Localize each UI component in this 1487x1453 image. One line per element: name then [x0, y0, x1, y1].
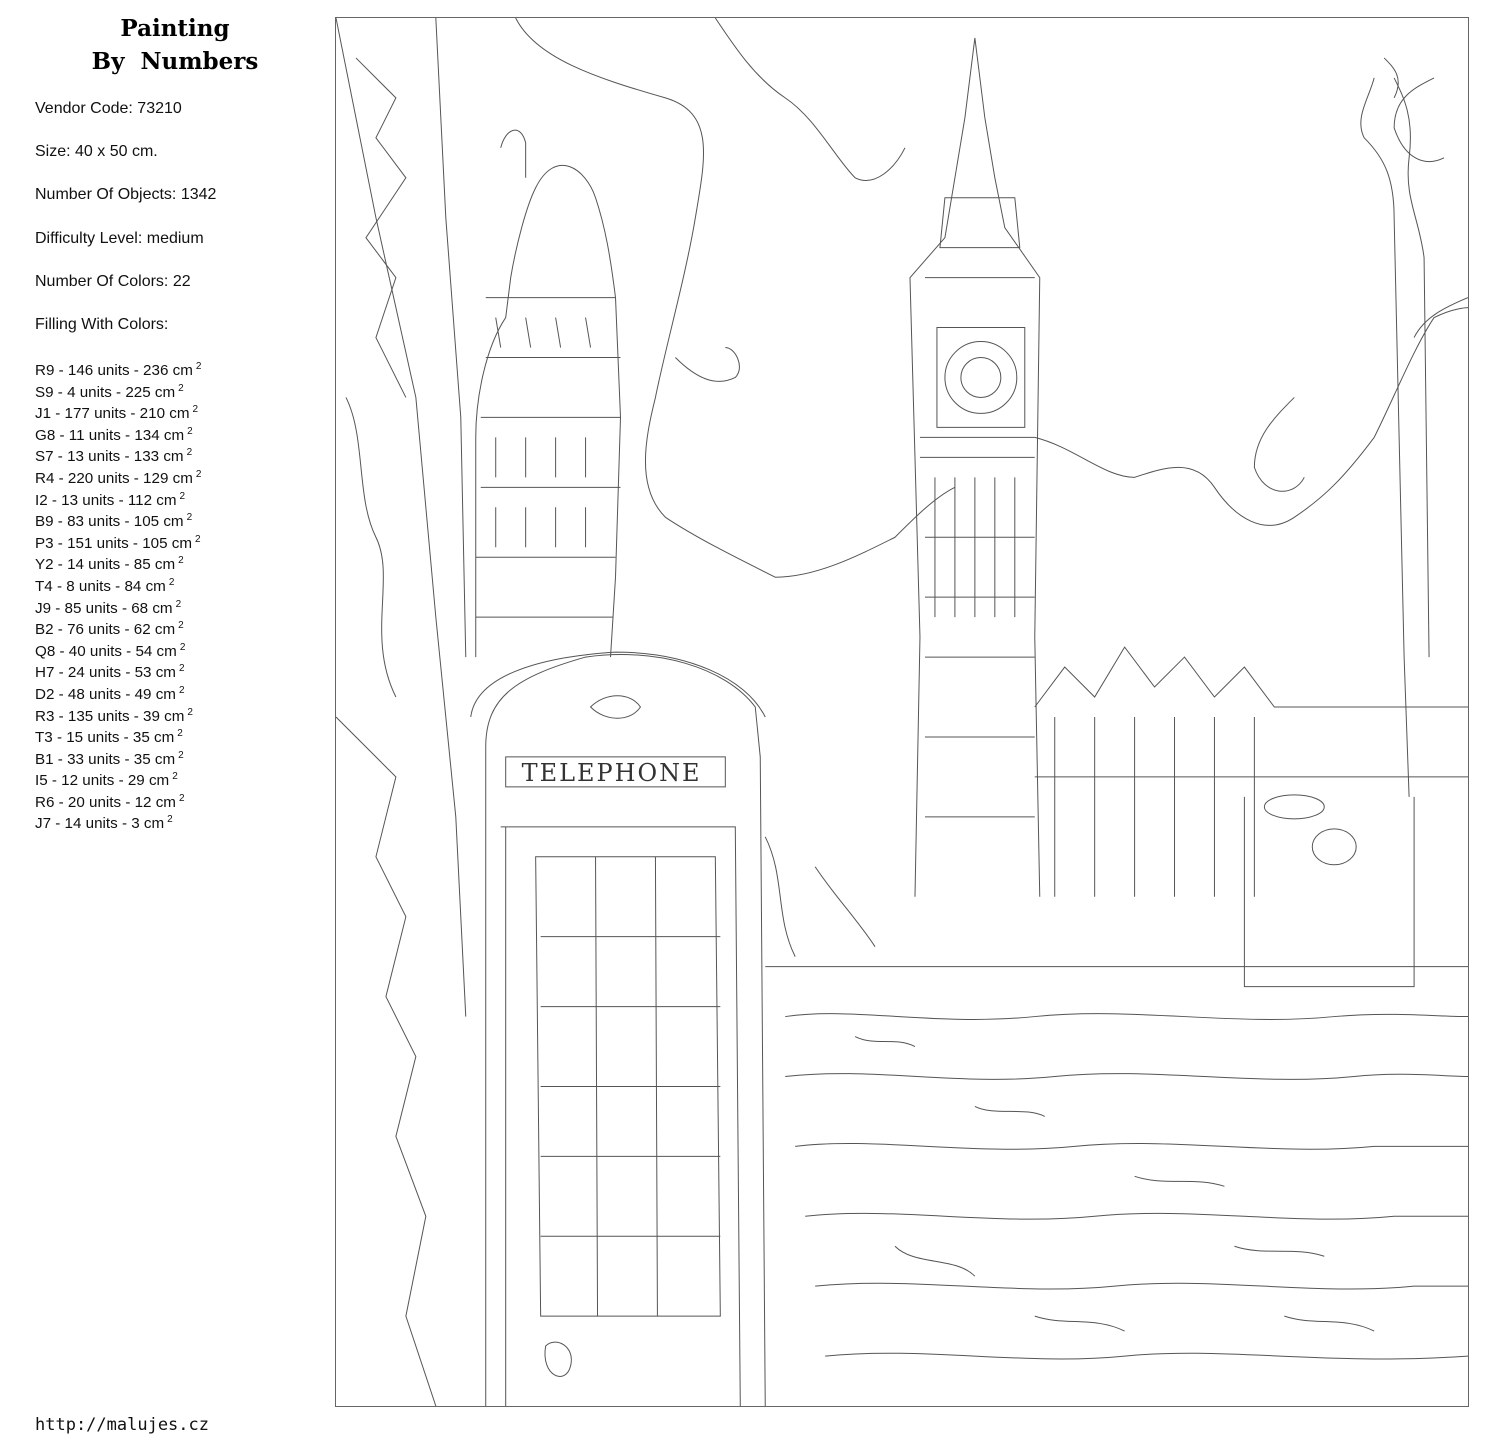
unit-superscript: 2: [195, 361, 202, 372]
color-entry-text: J9 - 85 units - 68 cm: [35, 599, 173, 617]
color-entry: [35, 788, 201, 810]
color-entry-text: R4 - 220 units - 129 cm: [35, 469, 193, 487]
color-entry-text: P3 - 151 units - 105 cm: [35, 534, 193, 552]
unit-superscript: 2: [167, 814, 173, 826]
filling-heading: Filling With Colors:: [35, 315, 169, 333]
colors-count-info: Number Of Colors: 22: [35, 272, 191, 290]
color-entry-text: R9 - 146 units - 236 cm: [35, 362, 193, 379]
unit-superscript: 2: [168, 576, 175, 588]
color-entry-text: T4 - 8 units - 84 cm: [35, 577, 166, 595]
unit-superscript: 2: [186, 447, 193, 459]
color-entry: [35, 421, 201, 443]
color-entry: [35, 550, 201, 572]
color-entry-text: D2 - 48 units - 49 cm: [35, 685, 176, 703]
unit-superscript: 2: [172, 771, 178, 783]
color-entry-text: J7 - 14 units - 3 cm: [35, 815, 165, 833]
telephone-sign-text: TELEPHONE: [521, 758, 702, 787]
color-entry: [35, 702, 201, 724]
color-entry: [35, 809, 201, 831]
color-entry-text: B1 - 33 units - 35 cm: [35, 750, 176, 768]
unit-superscript: 2: [175, 598, 182, 610]
color-entry: [35, 378, 201, 400]
difficulty-info: Difficulty Level: medium: [35, 229, 204, 247]
color-entry: [35, 507, 201, 529]
color-entry: [35, 572, 201, 594]
website-link[interactable]: http://malujes.cz: [35, 1415, 209, 1435]
unit-superscript: 2: [187, 706, 193, 718]
color-entry: [35, 745, 201, 767]
color-entry-text: R6 - 20 units - 12 cm: [35, 793, 176, 811]
color-entry: [35, 594, 201, 616]
unit-superscript: 2: [195, 468, 202, 480]
color-entry: [35, 615, 201, 637]
unit-superscript: 2: [178, 382, 184, 394]
color-entry-text: Q8 - 40 units - 54 cm: [35, 642, 177, 660]
title-line-1: Painting: [120, 15, 230, 42]
unit-superscript: 2: [178, 792, 185, 804]
objects-info: Number Of Objects: 1342: [35, 186, 217, 204]
color-entry: [35, 766, 201, 788]
unit-superscript: 2: [192, 404, 199, 416]
vendor-code: Vendor Code: 73210: [35, 100, 182, 117]
unit-superscript: 2: [187, 425, 193, 437]
color-entry: [35, 680, 201, 702]
color-entry: [35, 637, 201, 659]
color-entry: [35, 399, 201, 421]
unit-superscript: 2: [179, 641, 186, 653]
unit-superscript: 2: [186, 512, 193, 524]
color-list: [35, 356, 201, 831]
color-entry-text: S9 - 4 units - 225 cm: [35, 383, 176, 401]
color-entry-text: R3 - 135 units - 39 cm: [35, 707, 185, 725]
color-entry: [35, 529, 201, 551]
color-entry-text: J1 - 177 units - 210 cm: [35, 405, 190, 423]
line-art: [336, 18, 1468, 1406]
color-entry-text: T3 - 15 units - 35 cm: [35, 729, 175, 747]
unit-superscript: 2: [178, 555, 184, 567]
color-entry-text: S7 - 13 units - 133 cm: [35, 448, 184, 466]
color-entry: [35, 356, 201, 378]
color-entry-text: Y2 - 14 units - 85 cm: [35, 556, 176, 574]
title-line-2: By Numbers: [91, 48, 259, 75]
color-entry-text: G8 - 11 units - 134 cm: [35, 426, 185, 444]
unit-superscript: 2: [177, 728, 183, 740]
artwork-canvas: [335, 17, 1469, 1407]
page-title: [60, 12, 290, 78]
unit-superscript: 2: [178, 620, 184, 632]
unit-superscript: 2: [178, 684, 185, 696]
unit-superscript: 2: [178, 749, 184, 761]
unit-superscript: 2: [178, 663, 185, 675]
info-panel: [35, 98, 216, 357]
color-entry-text: H7 - 24 units - 53 cm: [35, 664, 176, 682]
color-entry: [35, 723, 201, 745]
color-entry: [35, 464, 201, 486]
unit-superscript: 2: [195, 533, 201, 545]
color-entry: [35, 486, 201, 508]
color-entry-text: B2 - 76 units - 62 cm: [35, 621, 176, 639]
color-entry: [35, 658, 201, 680]
color-entry-text: I2 - 13 units - 112 cm: [35, 491, 177, 509]
color-entry-text: I5 - 12 units - 29 cm: [35, 772, 170, 790]
color-entry: [35, 442, 201, 464]
color-entry-text: B9 - 83 units - 105 cm: [35, 513, 184, 531]
size-info: Size: 40 x 50 cm.: [35, 143, 158, 161]
unit-superscript: 2: [179, 490, 186, 502]
